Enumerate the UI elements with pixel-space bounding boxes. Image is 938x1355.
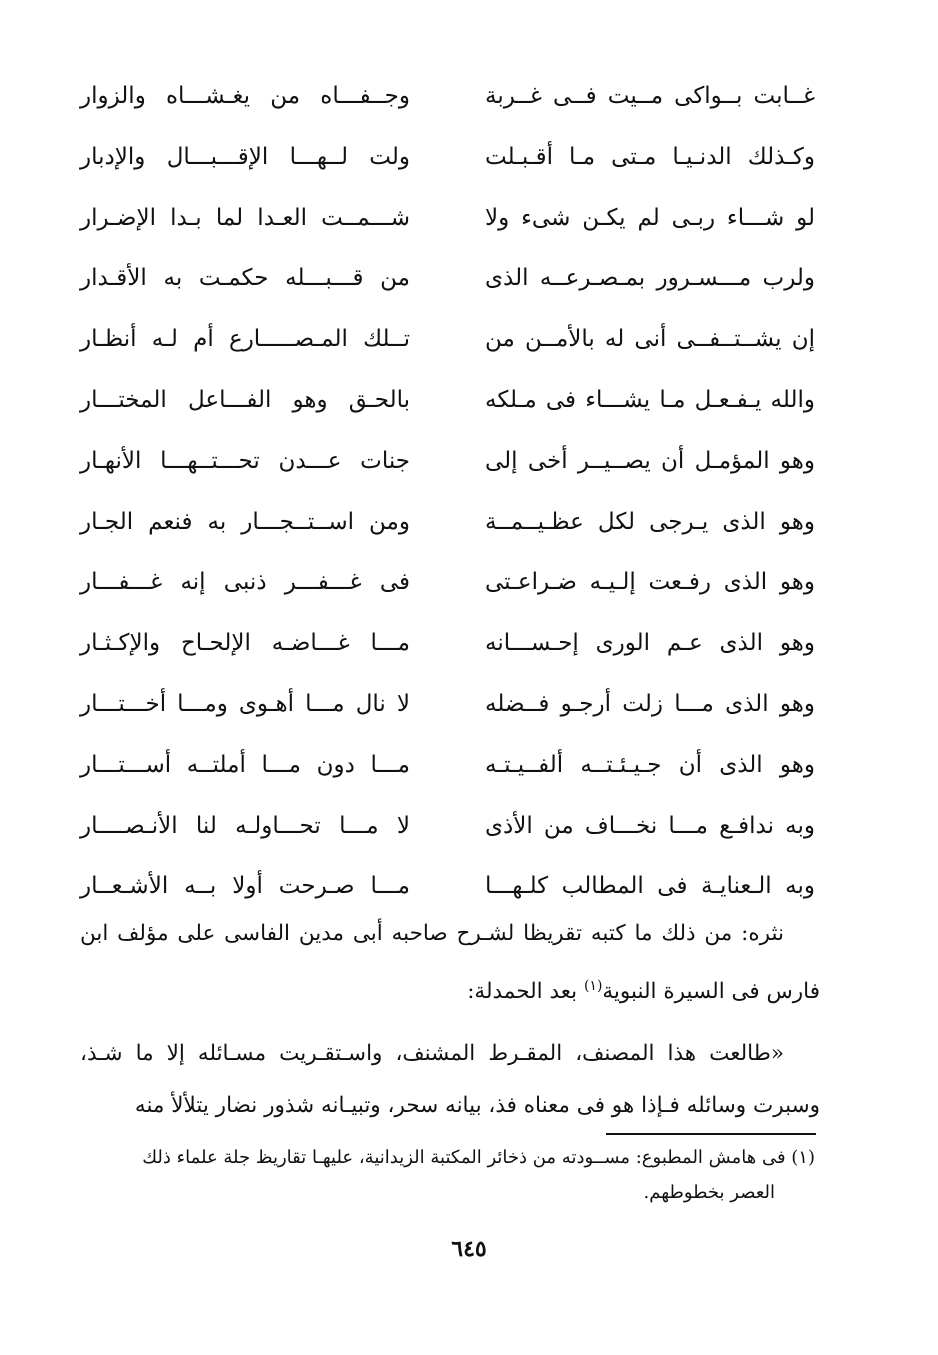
verse-first-hemistich: وكـذلك الدنـيـا مـتى مـا أقـبـلت <box>485 143 815 170</box>
verse-first-hemistich: لو شـــاء ربـى لم يكـن شىء ولا <box>485 204 815 231</box>
verse-second-hemistich: جنات عـــدن تحـــتــهـــا الأنهـار <box>80 447 410 474</box>
verse-line <box>70 66 830 127</box>
verse-second-hemistich: مـــا غـــاضـه الإلحـاح والإكـثـار <box>80 630 410 657</box>
verse-first-hemistich: إن يشــتــفــى أنى له بالأمــن من <box>485 326 815 353</box>
verse-line <box>70 431 830 492</box>
footnote-divider <box>606 1133 816 1135</box>
verse-second-hemistich: من قـــبـــله حكمـت به الأقـدار <box>80 265 410 292</box>
page-number: ٦٤٥ <box>451 1236 487 1262</box>
footnote-reference: (١) <box>583 978 603 994</box>
footnote <box>80 1140 815 1210</box>
verse-first-hemistich: غــابت بــواكى مــيت فــى غــربة <box>485 83 815 109</box>
verse-first-hemistich: وهو الذى عـم الورى إحـســـانه <box>485 630 815 657</box>
verse-first-hemistich: وهو الذى رفـعت إلـيـه ضـراعـتى <box>485 569 815 596</box>
verse-line <box>70 735 830 796</box>
verse-line <box>70 248 830 309</box>
verse-first-hemistich: وهو الذى مـــا زلت أرجـو فــضله <box>485 690 815 717</box>
verse-second-hemistich: تــلك المـصـــــارع أم لـه أنظـار <box>80 326 410 353</box>
verse-second-hemistich: بالحـق وهو الفـــاعل المختـــار <box>80 386 410 413</box>
verse-second-hemistich: فى غـــفـــر ذنبى إنه غـــفـــار <box>80 569 410 596</box>
verse-second-hemistich: مـــا صـرحت أولا بــه الأشـعــار <box>80 873 410 900</box>
verse-line <box>70 613 830 674</box>
prose-intro <box>80 908 820 1018</box>
verse-line <box>70 492 830 553</box>
verse-second-hemistich: ولت لــهـــا الإقـــبـــال والإدبار <box>80 143 410 170</box>
verse-second-hemistich: لا مـــا تحـــاولـه لنا الأنـصــــار <box>80 812 410 839</box>
verse-second-hemistich: وجــفـــاه من يغـشـــاه والزوار <box>80 83 410 109</box>
verse-line <box>70 796 830 857</box>
verse-first-hemistich: ولرب مـــسـرور بمـصـرعــه الذى <box>485 265 815 292</box>
poem-verses <box>70 66 830 917</box>
verse-second-hemistich: مـــا دون مـــا أملتــه أســـتـــار <box>80 751 410 778</box>
verse-line <box>70 552 830 613</box>
footnote-line-1: (١) فى هامش المطبوع: مســودته من ذخائر المكتبة الزيدانية، عليهـا تقاريظ جلة علماء ذلك <box>142 1147 815 1168</box>
verse-second-hemistich: ومن اســتــجـــار به فنعم الجـار <box>80 508 410 535</box>
verse-first-hemistich: وبه الـعنايـة فى المطالب كلـهـــا <box>485 873 815 900</box>
verse-line <box>70 188 830 249</box>
verse-line <box>70 370 830 431</box>
verse-line <box>70 127 830 188</box>
verse-first-hemistich: والله يـفـعـل مـا يشـــاء فى مـلكه <box>485 386 815 413</box>
verse-line <box>70 309 830 370</box>
verse-second-hemistich: لا نال مـــا أهـوى ومـــا أخـــتـــار <box>80 690 410 717</box>
prose-intro-end: بعد الحمدلة: <box>467 979 584 1005</box>
prose-section <box>80 908 820 1132</box>
verse-first-hemistich: وهو المؤمـل أن يصــيــر أخى إلى <box>485 447 815 474</box>
verse-line <box>70 674 830 735</box>
verse-first-hemistich: وهو الذى يـرجى لكل عظـيــمــة <box>485 508 815 535</box>
prose-quote: «طالعت هذا المصنف، المقـرط المشنف، واسـتقـريت مسـائله إلا ما شـذ، وسبرت وسائله فـإذا هو فى معناه فذ، بيانه سحر، وتبيـانه شذور نضار يتلألأ منه <box>80 1041 820 1119</box>
verse-first-hemistich: وهو الذى أن جـيـئـتــه ألفــيـتـه <box>485 751 815 778</box>
verse-first-hemistich: وبه ندافـع مـــا نخـــاف من الأذى <box>485 812 815 839</box>
verse-second-hemistich: شـــمــت العـدا لما بـدا الإضـرار <box>80 204 410 231</box>
prose-intro-text: نثره: من ذلك ما كتبه تقريظا لشـرح صاحبه أبى مدين الفاسى على مؤلف ابن فارس فى السيرة النبوية <box>80 921 820 1005</box>
footnote-line-2: العصر بخطوطهم. <box>643 1182 775 1203</box>
